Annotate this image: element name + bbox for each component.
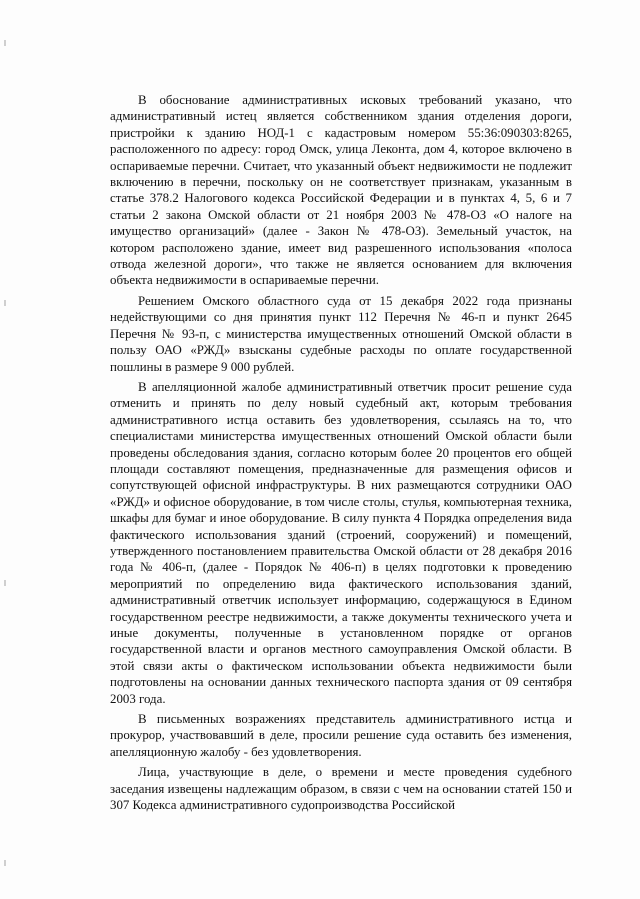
scan-edge-mark [4, 860, 6, 866]
paragraph: В письменных возражениях представитель административного истца и прокурор, участвовавший в деле, просили решение суда оставить без изменения, апелляционную жалобу - без удовлетворения. [110, 712, 572, 759]
document-body [110, 92, 572, 817]
paragraph: В обоснование административных исковых требований указано, что административный истец является собственником здания отделения дороги, пристройки к зданию НОД-1 с кадастровым номером 55:36:090303:8265, расположенного по адресу: город Омск, улица Леконта, дом 4, которое включено в оспариваемые перечни. Считает, что указанный объект недвижимости не подлежит включению в перечни, поскольку он не соответствует признакам, указанным в статье 378.2 Налогового кодекса Российской Федерации и в пунктах 4, 5, 6 и 7 статьи 2 закона Омской области от 21 ноября 2003 № 478-ОЗ «О налоге на имущество организаций» (далее - Закон № 478-ОЗ). Земельный участок, на котором расположено здание, имеет вид разрешенного использования «полоса отвода железной дороги», что также не является основанием для включения объекта недвижимости в оспариваемые перечни. [110, 93, 572, 288]
paragraph: Лица, участвующие в деле, о времени и месте проведения судебного заседания извещены надлежащим образом, в связи с чем на основании статей 150 и 307 Кодекса административного судопроизводства Российской [110, 765, 572, 813]
scan-edge-mark [4, 580, 6, 586]
scan-edge-mark [4, 300, 6, 306]
scan-edge-mark [4, 40, 6, 46]
paragraph: В апелляционной жалобе административный ответчик просит решение суда отменить и принять по делу новый судебный акт, которым требования административного истца оставить без удовлетворения, ссылаясь на то, что специалистами министерства имущественных отношений Омской области были проведены обследования здания, согласно которым более 20 процентов его общей площади составляют помещения, предназначенные для размещения офисов и сопутствующей офисной инфраструктуры. В них размещаются сотрудники ОАО «РЖД» и офисное оборудование, в том числе столы, стулья, компьютерная техника, шкафы для бумаг и иное оборудование. В силу пункта 4 Порядка определения вида фактического использования зданий (строений, сооружений) и помещений, утвержденного постановлением правительства Омской области от 28 декабря 2016 года № 406-п, (далее - Порядок № 406-п) в целях подготовки к проведению мероприятий по определению вида фактического использования зданий, административный ответчик использует информацию, содержащуюся в Едином государственном реестре недвижимости, а также документы технического учета и иные документы, полученные в установленном порядке от органов государственной власти и органов местного самоуправления Омской области. В этой связи акты о фактическом использовании объекта недвижимости были подготовлены на основании данных технического паспорта здания от 09 сентября 2003 года. [110, 379, 572, 706]
paragraph: Решением Омского областного суда от 15 декабря 2022 года признаны недействующими со дня принятия пункт 112 Перечня № 46-п и пункт 2645 Перечня № 93-п, с министерства имущественных отношений Омской области в пользу ОАО «РЖД» взысканы судебные расходы по оплате государственной пошлины в размере 9 000 рублей. [110, 293, 572, 374]
